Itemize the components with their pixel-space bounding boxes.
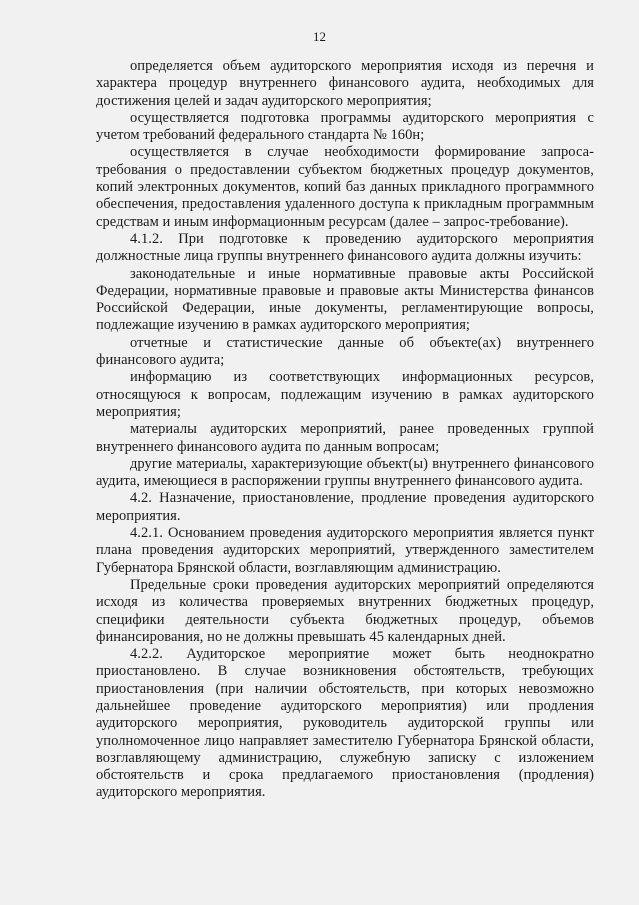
document-body xyxy=(96,58,594,802)
paragraph: информацию из соответствующих информационных ресурсов, относящуюся к вопросам, подлежащим изучению в рамках аудиторского мероприятия; xyxy=(96,369,594,420)
paragraph: материалы аудиторских мероприятий, ранее проведенных группой внутреннего финансового аудита по данным вопросам; xyxy=(96,421,594,455)
paragraph: другие материалы, характеризующие объект(ы) внутреннего финансового аудита, имеющиеся в распоряжении группы внутреннего финансового аудита. xyxy=(96,455,594,490)
paragraph: 4.2.2. Аудиторское мероприятие может быть неоднократно приостановлено. В случае возникновения обстоятельств, требующих приостановления (при наличии обстоятельств, при которых невозможно дальнейшее проведение аудиторского мероприятия) или продления аудиторского мероприятия, руководитель аудиторской группы или уполномоченное лицо направляет заместителю Губернатора Брянской области, возглавляющему администрацию, служебную записку с изложением обстоятельств и срока предлагаемого приостановления (продления) аудиторского мероприятия. xyxy=(96,646,594,801)
paragraph: законодательные и иные нормативные правовые акты Российской Федерации, нормативные правовые и правовые акты Министерства финансов Российской Федерации, иные документы, регламентирующие вопросы, подлежащие изучению в рамках аудиторского мероприятия; xyxy=(96,265,594,334)
paragraph: отчетные и статистические данные об объекте(ах) внутреннего финансового аудита; xyxy=(96,334,594,369)
paragraph: Предельные сроки проведения аудиторских мероприятий определяются исходя из количества проверяемых внутренних бюджетных процедур, специфики деятельности субъекта бюджетных процедур, объемов финансирования, но не должны превышать 45 календарных дней. xyxy=(96,576,594,645)
paragraph: осуществляется в случае необходимости формирование запроса-требования о предоставлении субъектом бюджетных процедур документов, копий электронных документов, копий баз данных прикладного программного обеспечения, предоставления удаленного доступа к прикладным программным средствам и иным информационным ресурсам (далее – запрос-требование). xyxy=(96,144,594,230)
paragraph: определяется объем аудиторского мероприятия исходя из перечня и характера процедур внутреннего финансового аудита, необходимых для достижения целей и задач аудиторского мероприятия; xyxy=(96,58,594,109)
paragraph: 4.2. Назначение, приостановление, продление проведения аудиторского мероприятия. xyxy=(96,490,594,524)
paragraph: 4.2.1. Основанием проведения аудиторского мероприятия является пункт плана проведения аудиторских мероприятий, утвержденного заместителем Губернатора Брянской области, возглавляющим администрацию. xyxy=(96,525,594,576)
paragraph: 4.1.2. При подготовке к проведению аудиторского мероприятия должностные лица группы внутреннего финансового аудита должны изучить: xyxy=(96,230,594,265)
page-number: 12 xyxy=(313,29,326,44)
paragraph: осуществляется подготовка программы аудиторского мероприятия с учетом требований федерального стандарта № 160н; xyxy=(96,109,594,144)
